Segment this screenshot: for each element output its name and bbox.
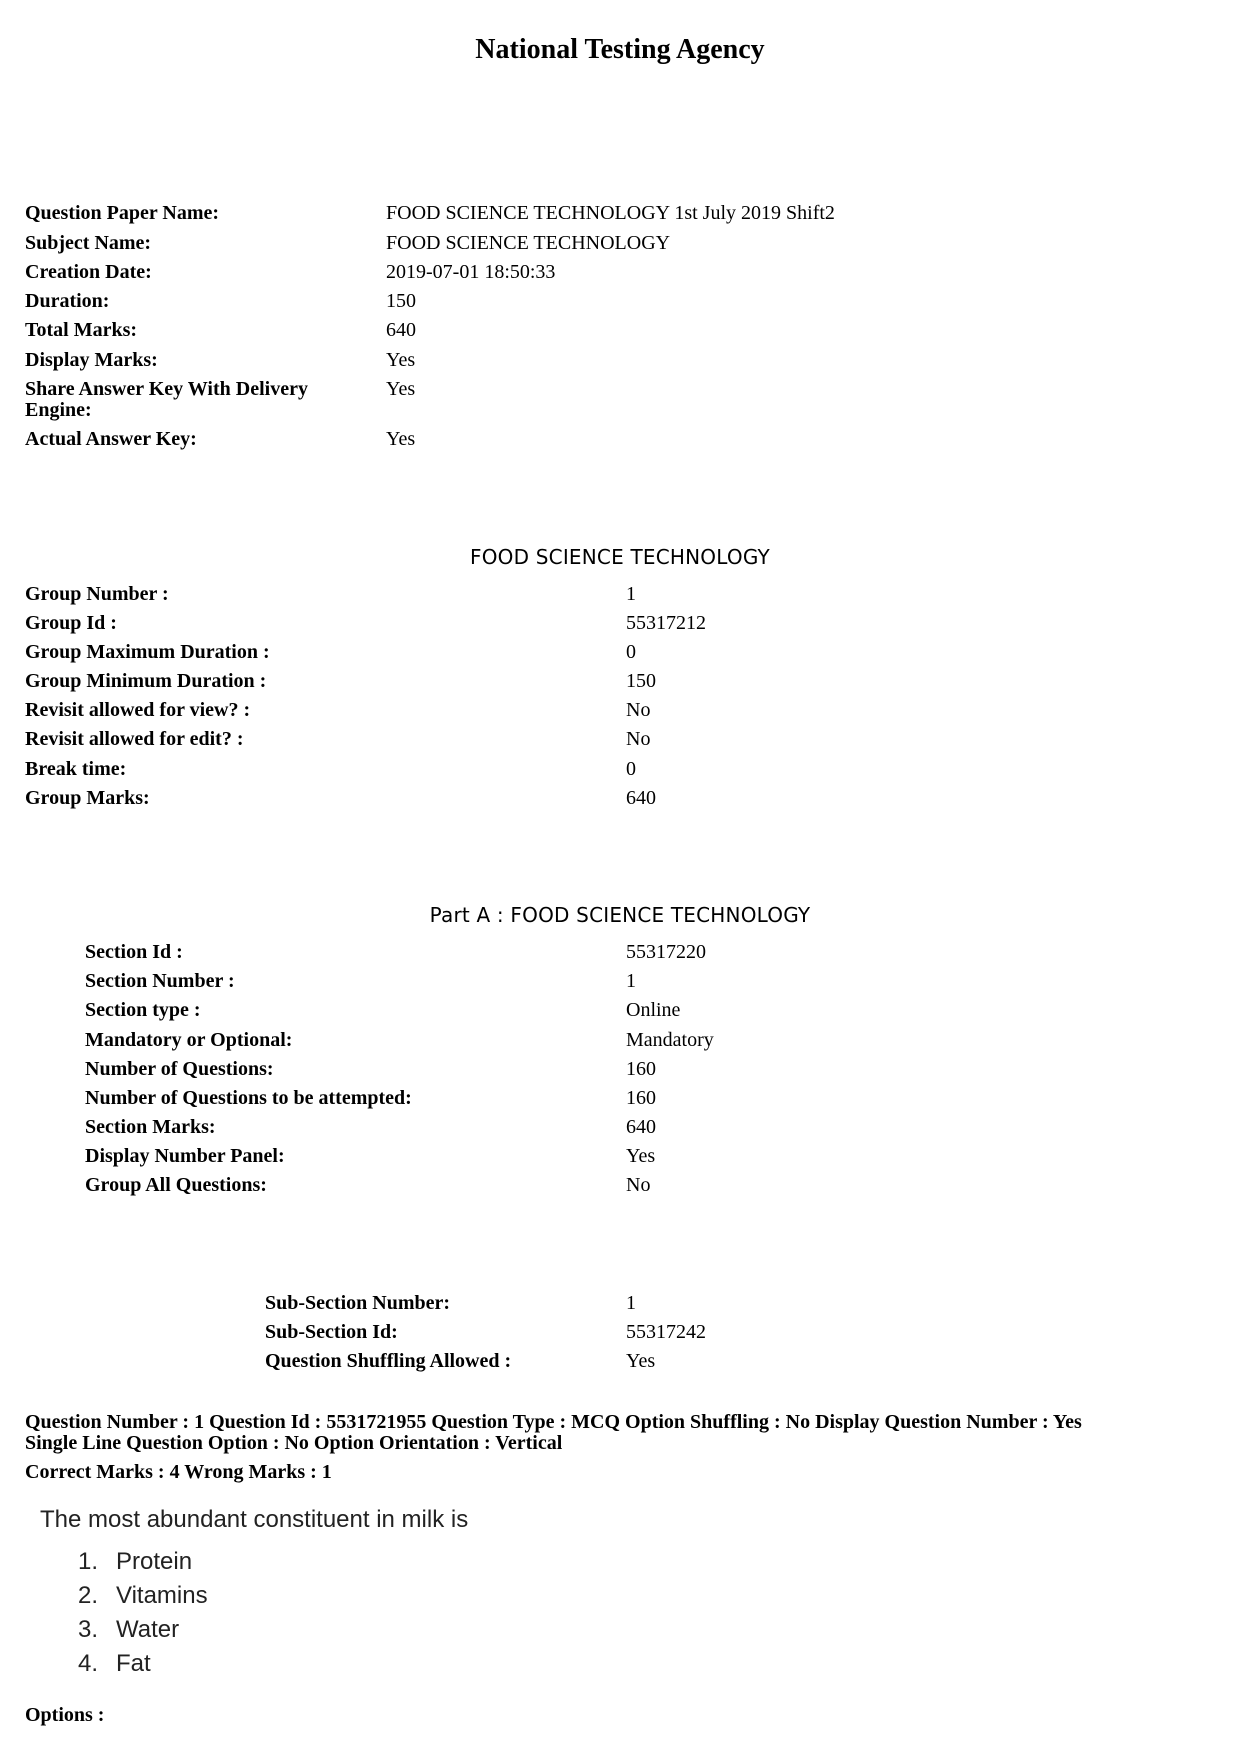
question-marks: Correct Marks : 4 Wrong Marks : 1 — [25, 1461, 332, 1483]
option-number: 1. — [78, 1548, 99, 1575]
group-number-label: Group Number : — [25, 583, 169, 605]
break-time-value: 0 — [626, 758, 636, 780]
group-number-value: 1 — [626, 583, 636, 605]
share-answer-key-label: Share Answer Key With Delivery — [25, 378, 308, 400]
actual-answer-key-label: Actual Answer Key: — [25, 428, 197, 450]
num-questions-label: Number of Questions: — [85, 1058, 274, 1080]
share-answer-key-label-cont: Engine: — [25, 399, 92, 421]
mandatory-optional-value: Mandatory — [626, 1029, 714, 1051]
subject-name-value: FOOD SCIENCE TECHNOLOGY — [386, 232, 671, 254]
duration-value: 150 — [386, 290, 416, 312]
group-max-duration-label: Group Maximum Duration : — [25, 641, 270, 663]
paper-name-value: FOOD SCIENCE TECHNOLOGY 1st July 2019 Shift2 — [386, 202, 835, 224]
option-text: Protein — [116, 1548, 193, 1575]
question-shuffling-label: Question Shuffling Allowed : — [265, 1350, 512, 1372]
option-item — [78, 1579, 208, 1613]
num-attempt-label: Number of Questions to be attempted: — [85, 1087, 412, 1109]
group-all-questions-value: No — [626, 1174, 651, 1196]
question-shuffling-value: Yes — [626, 1350, 656, 1372]
page-title: National Testing Agency — [475, 34, 765, 65]
option-text: Vitamins — [116, 1582, 208, 1609]
display-marks-label: Display Marks: — [25, 349, 158, 371]
section-number-value: 1 — [626, 970, 636, 992]
share-answer-key-value: Yes — [386, 378, 416, 400]
section-marks-value: 640 — [626, 1116, 656, 1138]
option-number: 2. — [78, 1582, 99, 1609]
group-max-duration-value: 0 — [626, 641, 636, 663]
creation-date-label: Creation Date: — [25, 261, 152, 283]
section-heading: Part A : FOOD SCIENCE TECHNOLOGY — [429, 903, 811, 927]
option-item — [78, 1545, 208, 1579]
section-type-value: Online — [626, 999, 681, 1021]
subject-name-label: Subject Name: — [25, 232, 152, 254]
revisit-view-value: No — [626, 699, 651, 721]
group-id-value: 55317212 — [626, 612, 706, 634]
section-id-label: Section Id : — [85, 941, 183, 963]
section-number-label: Section Number : — [85, 970, 235, 992]
revisit-view-label: Revisit allowed for view? : — [25, 699, 251, 721]
option-text: Fat — [116, 1650, 151, 1677]
group-id-label: Group Id : — [25, 612, 117, 634]
number-panel-label: Display Number Panel: — [85, 1145, 285, 1167]
num-attempt-value: 160 — [626, 1087, 656, 1109]
group-all-questions-label: Group All Questions: — [85, 1174, 267, 1196]
section-id-value: 55317220 — [626, 941, 706, 963]
group-min-duration-label: Group Minimum Duration : — [25, 670, 267, 692]
group-marks-label: Group Marks: — [25, 787, 150, 809]
subsection-id-label: Sub-Section Id: — [265, 1321, 398, 1343]
break-time-label: Break time: — [25, 758, 127, 780]
option-item — [78, 1613, 208, 1647]
group-marks-value: 640 — [626, 787, 656, 809]
display-marks-value: Yes — [386, 349, 416, 371]
revisit-edit-value: No — [626, 728, 651, 750]
duration-label: Duration: — [25, 290, 110, 312]
actual-answer-key-value: Yes — [386, 428, 416, 450]
num-questions-value: 160 — [626, 1058, 656, 1080]
mandatory-optional-label: Mandatory or Optional: — [85, 1029, 293, 1051]
total-marks-value: 640 — [386, 319, 416, 341]
section-type-label: Section type : — [85, 999, 201, 1021]
option-number: 3. — [78, 1616, 99, 1643]
option-list — [78, 1545, 208, 1681]
question-text: The most abundant constituent in milk is — [40, 1506, 469, 1533]
question-meta-line2: Single Line Question Option : No Option Orientation : Vertical — [25, 1432, 563, 1454]
subsection-id-value: 55317242 — [626, 1321, 706, 1343]
options-label: Options : — [25, 1704, 105, 1726]
revisit-edit-label: Revisit allowed for edit? : — [25, 728, 244, 750]
subsection-number-value: 1 — [626, 1292, 636, 1314]
option-text: Water — [116, 1616, 180, 1643]
group-heading: FOOD SCIENCE TECHNOLOGY — [470, 545, 770, 569]
creation-date-value: 2019-07-01 18:50:33 — [386, 261, 556, 283]
paper-name-label: Question Paper Name: — [25, 202, 220, 224]
section-marks-label: Section Marks: — [85, 1116, 216, 1138]
question-meta-line1: Question Number : 1 Question Id : 5531721955 Question Type : MCQ Option Shuffling : No Display Question Number : Yes — [25, 1411, 1082, 1433]
total-marks-label: Total Marks: — [25, 319, 138, 341]
number-panel-value: Yes — [626, 1145, 656, 1167]
option-number: 4. — [78, 1650, 99, 1677]
group-min-duration-value: 150 — [626, 670, 656, 692]
subsection-number-label: Sub-Section Number: — [265, 1292, 451, 1314]
option-item — [78, 1647, 208, 1681]
